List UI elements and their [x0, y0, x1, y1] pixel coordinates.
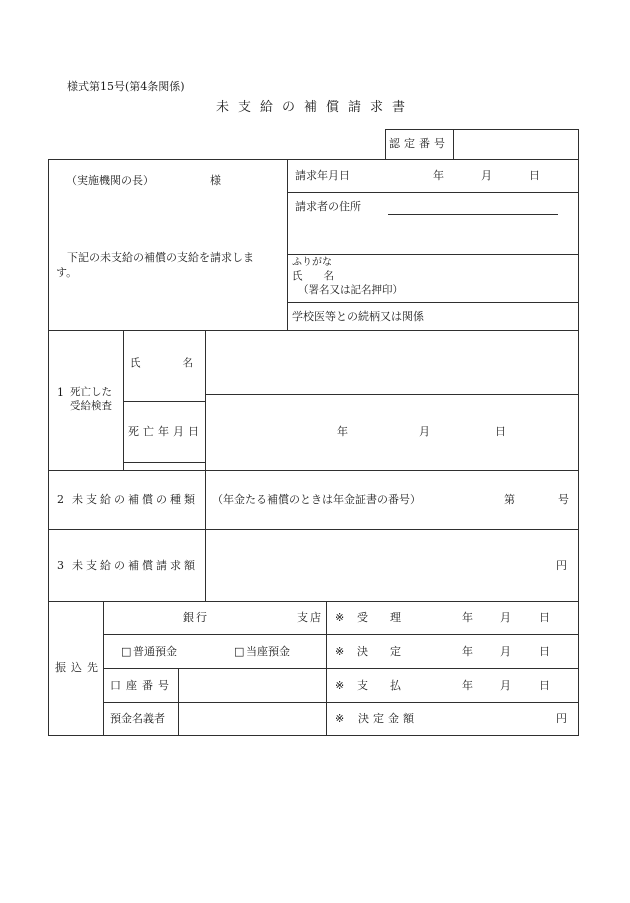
account-number-label: 口座番号: [110, 679, 174, 692]
section1-label-line1: 死亡した: [70, 386, 112, 398]
section3-label: 未支給の補償請求額: [72, 559, 198, 572]
claim-date-row-border: [287, 192, 578, 193]
office-row2-label: 決 定: [357, 645, 401, 658]
addressee-label: （実施機関の長）: [66, 174, 154, 187]
office-row3-label: 支 払: [357, 679, 401, 692]
section3-yen: 円: [556, 559, 567, 572]
addressee-suffix: 様: [210, 174, 221, 187]
relation-label: 学校医等との続柄又は関係: [292, 310, 424, 323]
relation-row-border: [48, 330, 579, 331]
office-row2-year: 年: [462, 645, 473, 658]
account-holder-label: 預金名義者: [110, 712, 165, 725]
claim-date-label: 請求年月日: [295, 169, 350, 182]
office-row4-mark: ※: [335, 712, 345, 725]
death-date-year: 年: [337, 425, 348, 438]
form-title: 未支給の補償請求書: [215, 100, 414, 115]
claimant-name-note: （署名又は記名押印）: [298, 284, 403, 296]
table-bottom-border: [48, 735, 579, 736]
section2-number: 2: [57, 493, 64, 506]
form-number: 様式第15号(第4条関係): [67, 80, 185, 93]
request-statement: 下記の未支給の補償の支給を請求します。: [56, 251, 254, 279]
ordinary-deposit-label: 普通預金: [133, 645, 177, 658]
claim-date-month: 月: [481, 169, 492, 182]
bank-transfer-label: 振込先: [55, 661, 103, 674]
cert-number-label: 認定番号: [389, 137, 449, 150]
section2-label: 未支給の補償の種類: [72, 493, 198, 506]
death-label-bottom-border: [123, 462, 205, 463]
table-right-border: [578, 129, 579, 736]
section2-number-suffix: 号: [558, 493, 569, 506]
death-date-day: 日: [495, 425, 506, 438]
section3-number: 3: [57, 559, 64, 572]
deceased-label-divider: [123, 401, 205, 402]
current-deposit-checkbox: □: [234, 645, 245, 658]
death-date-label: 死亡年月日: [128, 425, 203, 438]
section2-note: （年金たる補償のときは年金証書の番号）: [212, 493, 421, 506]
bank-name-suffix: 銀行: [183, 611, 209, 624]
table-top-border: [48, 159, 579, 160]
claimant-name-label: 氏 名: [292, 270, 334, 282]
claimant-address-label: 請求者の住所: [295, 200, 361, 213]
section2-number-prefix: 第: [504, 493, 515, 506]
table-left-border: [48, 159, 49, 736]
office-row2-mark: ※: [335, 645, 345, 658]
office-row4-yen: 円: [556, 712, 567, 725]
section1-bottom-border: [48, 470, 579, 471]
deceased-name-label: 氏 名: [130, 357, 193, 369]
bank-row1-border: [103, 634, 579, 635]
label-column-divider: [205, 330, 206, 601]
office-row1-day: 日: [539, 611, 550, 624]
section2-bottom-border: [48, 529, 579, 530]
cert-box-divider: [453, 129, 454, 159]
current-deposit-label: 当座預金: [246, 645, 290, 658]
office-row1-label: 受 理: [357, 611, 401, 624]
office-row3-mark: ※: [335, 679, 345, 692]
bank-row3-border: [103, 702, 579, 703]
office-row2-day: 日: [539, 645, 550, 658]
office-row1-year: 年: [462, 611, 473, 624]
section3-bottom-border: [48, 601, 579, 602]
section1-number: 1: [57, 386, 64, 399]
cert-box-left-border: [385, 129, 386, 159]
claim-date-day: 日: [529, 169, 540, 182]
office-row3-year: 年: [462, 679, 473, 692]
office-row1-mark: ※: [335, 611, 345, 624]
section1-label-line2: 受給検査: [70, 400, 112, 412]
death-date-month: 月: [419, 425, 430, 438]
office-row3-month: 月: [500, 679, 511, 692]
addressee-cell-divider: [287, 159, 288, 330]
claimant-address-underline: [388, 214, 558, 215]
cert-box-top-border: [385, 129, 579, 130]
office-row2-month: 月: [500, 645, 511, 658]
office-row1-month: 月: [500, 611, 511, 624]
address-row-border: [287, 254, 578, 255]
office-row4-label: 決定金額: [358, 712, 418, 725]
bank-branch-suffix: 支店: [297, 611, 323, 624]
name-row-border: [287, 302, 578, 303]
ordinary-deposit-checkbox: □: [121, 645, 132, 658]
office-row3-day: 日: [539, 679, 550, 692]
bank-row2-border: [103, 668, 579, 669]
deceased-name-row-border: [205, 394, 579, 395]
claim-date-year: 年: [433, 169, 444, 182]
section1-number-divider: [123, 330, 124, 470]
furigana-label: ふりがな: [292, 257, 332, 268]
